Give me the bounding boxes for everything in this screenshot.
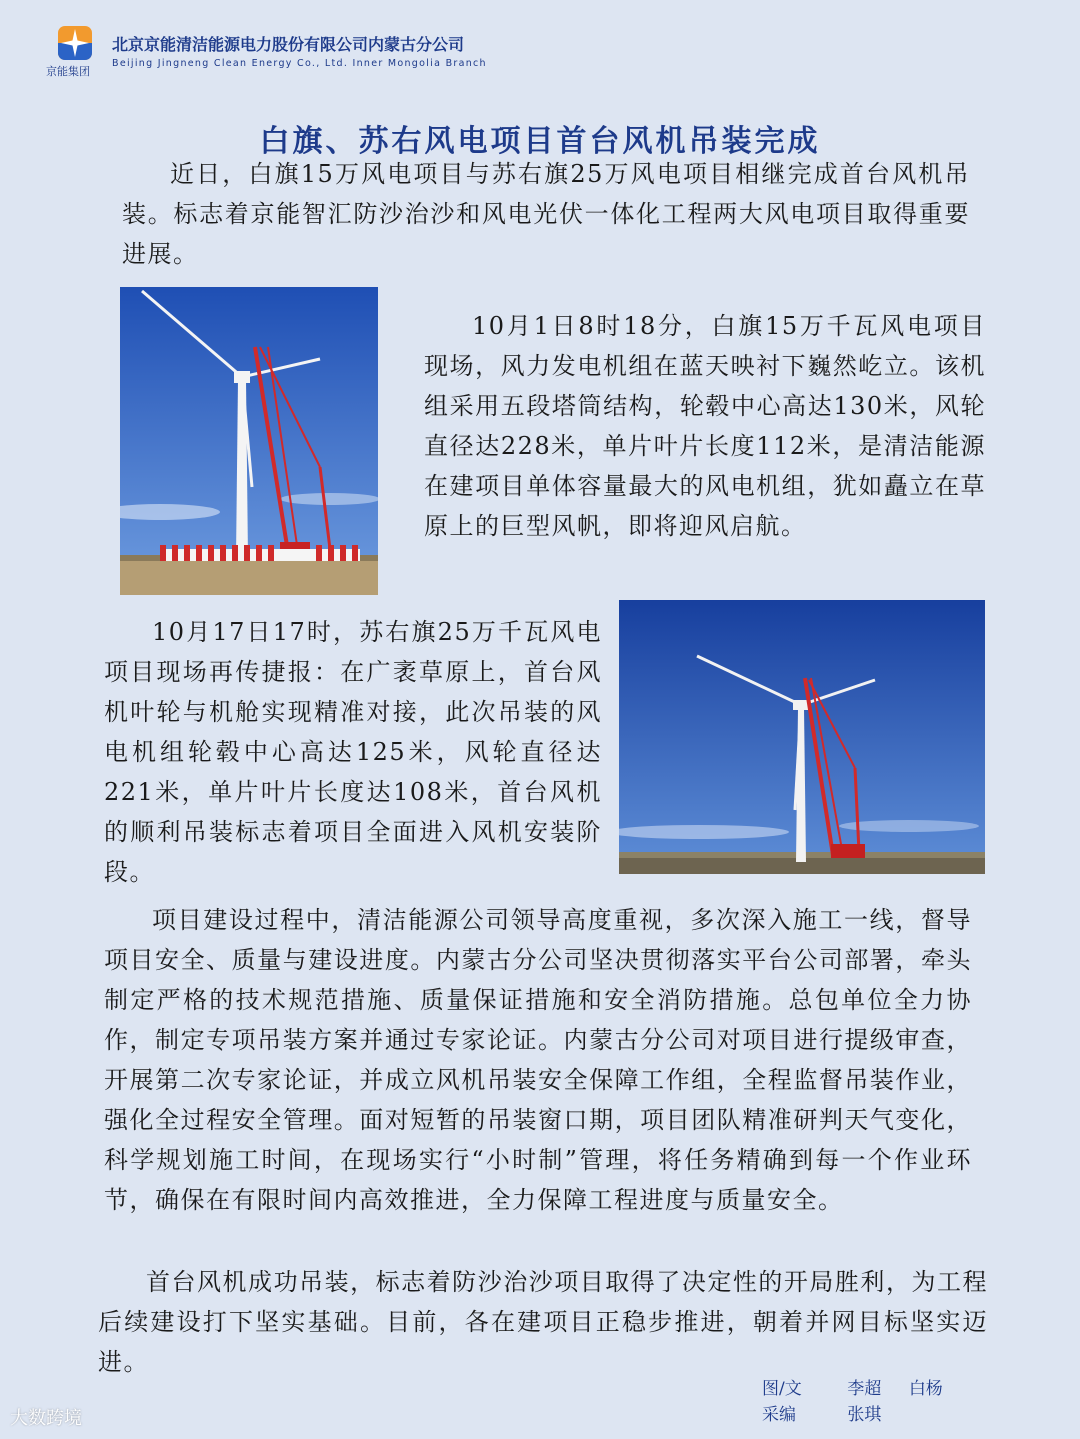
credit-row-author — [762, 1376, 965, 1402]
jingneng-star-logo-icon — [58, 26, 92, 60]
paragraph-construction: 项目建设过程中，清洁能源公司领导高度重视，多次深入施工一线，督导项目安全、质量与建设进度。内蒙古分公司坚决贯彻落实平台公司部署，牵头制定严格的技术规范措施、质量保证措施和安全消防措施。总包单位全力协作，制定专项吊装方案并通过专家论证。内蒙古分公司对项目进行提级审查，开展第二次专家论证，并成立风机吊装安全保障工作组，全程监督吊装作业，强化全过程安全管理。面对短暂的吊装窗口期，项目团队精准研判天气变化，科学规划施工时间，在现场实行“小时制”管理，将任务精确到每一个作业环节，确保在有限时间内高效推进，全力保障工程进度与质量安全。 — [104, 906, 972, 1214]
credit-name: 张琪 — [847, 1405, 882, 1425]
paragraph-conclusion: 首台风机成功吊装，标志着防沙治沙项目取得了决定性的开局胜利，为工程后续建设打下坚实基础。目前，各在建项目正稳步推进，朝着并网目标坚实迈进。 — [98, 1268, 988, 1376]
company-name-en: Beijing Jingneng Clean Energy Co., Ltd. Inner Mongolia Branch — [112, 58, 487, 69]
photo-baiqi-turbine — [120, 287, 378, 595]
watermark-text: 大数跨境 — [10, 1408, 82, 1429]
credit-label-photo-text: 图/文 — [762, 1379, 802, 1399]
paragraph-baiqi: 10月1日8时18分，白旗15万千瓦风电项目现场，风力发电机组在蓝天映衬下巍然屹立。该机组采用五段塔筒结构，轮毂中心高达130米，风轮直径达228米，单片叶片长度112米，是清洁能源在建项目单体容量最大的风电机组，犹如矗立在草原上的巨型风帆，即将迎风启航。 — [424, 312, 986, 540]
article-credits — [762, 1376, 965, 1428]
article-title: 白旗、苏右风电项目首台风机吊装完成 — [259, 124, 821, 160]
paragraph-suyou: 10月17日17时，苏右旗25万千瓦风电项目现场再传捷报：在广袤草原上，首台风机叶轮与机舱实现精准对接，此次吊装的风电机组轮毂中心高达125米，风轮直径达221米，单片叶片长度达108米，首台风机的顺利吊装标志着项目全面进入风机安装阶段。 — [104, 618, 602, 886]
photo-suyou-turbine — [619, 600, 985, 874]
credit-label-editor: 采编 — [762, 1405, 796, 1425]
credit-name: 白杨 — [908, 1379, 943, 1399]
company-name-cn: 北京京能清洁能源电力股份有限公司内蒙古分公司 — [112, 35, 465, 54]
credit-row-editor — [762, 1402, 965, 1428]
credit-name: 李超 — [847, 1379, 882, 1399]
logo-text: 京能集团 — [46, 65, 90, 78]
paragraph-intro: 近日，白旗15万风电项目与苏右旗25万风电项目相继完成首台风机吊装。标志着京能智汇防沙治沙和风电光伏一体化工程两大风电项目取得重要进展。 — [122, 160, 970, 268]
